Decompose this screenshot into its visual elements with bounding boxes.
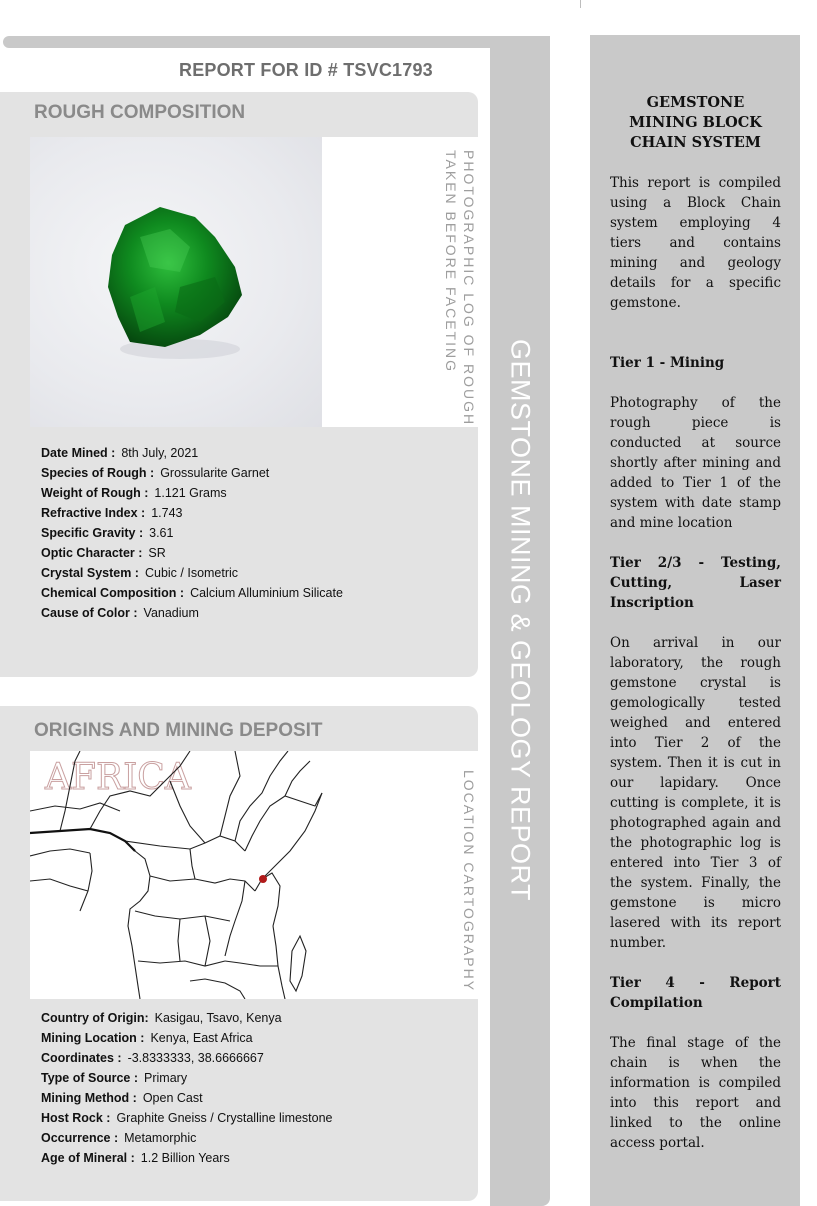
spec-row — [41, 1128, 333, 1148]
spine-title: GEMSTONE MINING & GEOLOGY REPORT — [505, 338, 536, 902]
spec-value: 3.61 — [149, 526, 174, 540]
spec-label: Mining Location : — [41, 1031, 145, 1045]
spec-row — [41, 1108, 333, 1128]
location-map — [30, 751, 478, 999]
spec-value: 8th July, 2021 — [121, 446, 199, 460]
gem-icon — [30, 137, 322, 427]
spec-label: Cause of Color : — [41, 606, 138, 620]
rough-caption-line-2: TAKEN BEFORE FACETING — [443, 150, 459, 373]
tier23-heading: Tier 2/3 - Testing, Cutting, Laser Inscription — [610, 555, 781, 611]
sidebar-content — [610, 93, 781, 1153]
tier1-text: Photography of the rough piece is conducted at source shortly after mining and added to Tier 1 of the system with date stamp and mine location — [610, 395, 781, 531]
spec-value: Graphite Gneiss / Crystalline limestone — [116, 1111, 333, 1125]
spec-label: Coordinates : — [41, 1051, 122, 1065]
rough-photo-area — [30, 137, 478, 427]
spec-label: Specific Gravity : — [41, 526, 144, 540]
spec-row — [41, 1028, 333, 1048]
spec-label: Occurrence : — [41, 1131, 119, 1145]
spec-row — [41, 483, 343, 503]
spec-row — [41, 1088, 333, 1108]
spec-label: Optic Character : — [41, 546, 143, 560]
spec-row — [41, 563, 343, 583]
spec-value: 1.2 Billion Years — [140, 1151, 230, 1165]
report-title: REPORT FOR ID # TSVC1793 — [179, 60, 433, 80]
spec-value: Primary — [144, 1071, 188, 1085]
spec-value: Calcium Alluminium Silicate — [190, 586, 343, 600]
spec-label: Mining Method : — [41, 1091, 137, 1105]
top-bar — [3, 36, 550, 48]
origins-title: ORIGINS AND MINING DEPOSIT — [34, 720, 323, 741]
sidebar-intro: This report is compiled using a Block Chain system employing 4 tiers and contains mining and geology details for a specific gemstone. — [610, 175, 781, 311]
rough-composition-title: ROUGH COMPOSITION — [34, 102, 246, 123]
spec-row — [41, 523, 343, 543]
origins-specs-list — [41, 1008, 333, 1168]
spec-label: Type of Source : — [41, 1071, 139, 1085]
tier4-text: The final stage of the chain is when the information is compiled into this report and linked to the online access portal. — [610, 1035, 781, 1151]
mine-location-marker — [259, 875, 267, 883]
spec-label: Host Rock : — [41, 1111, 111, 1125]
spec-value: Metamorphic — [124, 1131, 197, 1145]
spec-value: 1.743 — [151, 506, 183, 520]
africa-map — [30, 751, 478, 999]
spec-row — [41, 543, 343, 563]
rough-specs-list — [41, 443, 343, 623]
tier23-text: On arrival in our laboratory, the rough gemstone crystal is gemologically tested weighed and entered into Tier 2 of the system. Then it is cut in our lapidary. Once cutting is complete, it is photographed again and the photographic log is entered into Tier 3 of the system. Finally, the gemstone is micro lasered with its report number. — [610, 635, 781, 951]
sidebar-title: GEMSTONE MINING BLOCK CHAIN SYSTEM — [629, 94, 762, 151]
tier1-heading: Tier 1 - Mining — [610, 355, 725, 371]
spec-row — [41, 463, 343, 483]
spec-label: Species of Rough : — [41, 466, 155, 480]
spec-value: -3.8333333, 38.6666667 — [127, 1051, 264, 1065]
spec-row — [41, 443, 343, 463]
spec-label: Age of Mineral : — [41, 1151, 135, 1165]
spec-value: Kasigau, Tsavo, Kenya — [154, 1011, 282, 1025]
spec-value: Cubic / Isometric — [144, 566, 239, 580]
spec-label: Refractive Index : — [41, 506, 146, 520]
spec-value: SR — [148, 546, 166, 560]
spec-row — [41, 1148, 333, 1168]
spec-row — [41, 1068, 333, 1088]
spec-label: Weight of Rough : — [41, 486, 149, 500]
spec-row — [41, 1048, 333, 1068]
blockchain-sidebar — [590, 35, 800, 1206]
spec-label: Crystal System : — [41, 566, 139, 580]
spec-label: Country of Origin: — [41, 1011, 149, 1025]
spec-label: Date Mined : — [41, 446, 116, 460]
location-caption: LOCATION CARTOGRAPHY — [461, 770, 477, 993]
spec-row — [41, 503, 343, 523]
spec-row — [41, 603, 343, 623]
spec-label: Chemical Composition : — [41, 586, 185, 600]
spec-value: Open Cast — [142, 1091, 203, 1105]
rough-caption-line-1: PHOTOGRAPHIC LOG OF ROUGH — [461, 150, 477, 427]
spec-row — [41, 583, 343, 603]
spec-value: Grossularite Garnet — [160, 466, 270, 480]
spec-row — [41, 1008, 333, 1028]
rough-photo-caption — [442, 150, 478, 426]
tier4-heading: Tier 4 - Report Compilation — [610, 975, 781, 1011]
spec-value: Kenya, East Africa — [150, 1031, 253, 1045]
spec-value: Vanadium — [143, 606, 199, 620]
rough-gem-photo — [30, 137, 322, 427]
map-label: AFRICA — [45, 757, 191, 798]
spec-value: 1.121 Grams — [154, 486, 227, 500]
top-tick-mark — [580, 0, 581, 8]
